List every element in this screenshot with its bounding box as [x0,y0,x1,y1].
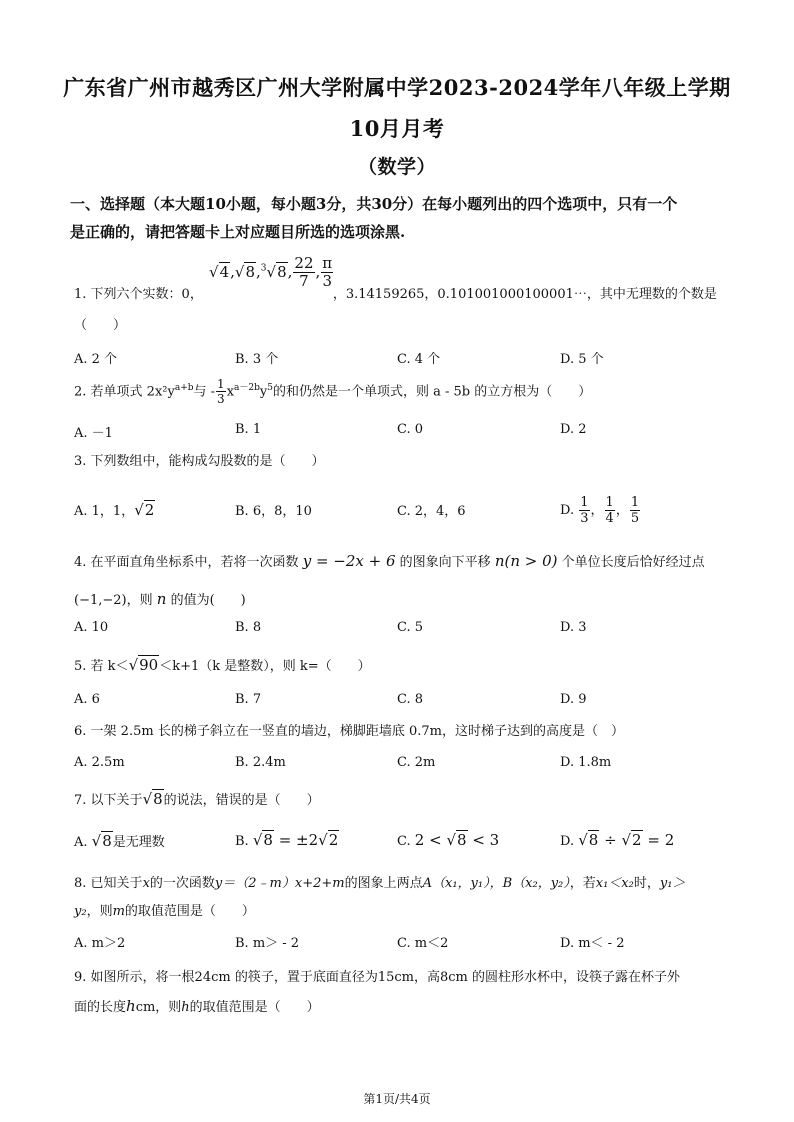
q7-option-a[interactable]: A. √8是无理数 [74,832,165,850]
q7-option-b[interactable]: B. √8 = ±2√2 [235,831,339,849]
q8-option-b[interactable]: B. m＞ - 2 [235,936,300,951]
q1-option-b[interactable]: B. 3 个 [235,352,279,367]
question-4: 4. 在平面直角坐标系中，若将一次函数 y = −2x + 6 的图象向下平移 n(n > 0) 个单位长度后恰好经过点 (−1,−2)，则 n 的值为( ) [74,552,705,608]
q1-option-d[interactable]: D. 5 个 [560,352,604,367]
q2-option-d[interactable]: D. 2 [560,422,587,437]
q1-stem: 1. 下列六个实数：0， ，3.14159265，0.101001000100001⋯，其中无理数的个数是 [74,287,717,302]
q3-option-b[interactable]: B. 6，8，10 [235,504,312,519]
q4-option-b[interactable]: B. 8 [235,620,262,635]
q5-option-b[interactable]: B. 7 [235,692,262,707]
q7-option-d[interactable]: D. √8 ÷ √2 = 2 [560,831,675,849]
exam-title-line1: 广东省广州市越秀区广州大学附属中学2023-2024学年八年级上学期 [63,75,731,100]
q5-option-d[interactable]: D. 9 [560,692,587,707]
q3-option-d[interactable]: D. $\frac{1}{3}$ ， $\frac{1}{4}$ ， $\frac{1}{5}$ [560,495,640,526]
q5-option-c[interactable]: C. 8 [397,692,424,707]
q4-option-a[interactable]: A. 10 [74,620,109,635]
q8-option-a[interactable]: A. m＞2 [74,936,126,951]
question-6: 6. 一架 2.5m 长的梯子斜立在一竖直的墙边，梯脚距墙底 0.7m，这时梯子达到的高度是（ ） [74,724,624,739]
q4-option-d[interactable]: D. 3 [560,620,587,635]
q1-options [74,348,734,370]
q6-option-b[interactable]: B. 2.4m [235,755,286,770]
q6-options [74,755,734,777]
question-7: 7. 以下关于√8的说法，错误的是（ ） [74,790,320,808]
q1-option-c[interactable]: C. 4 个 [397,352,441,367]
q1-option-a[interactable]: A. 2 个 [74,352,118,367]
q2-option-b[interactable]: B. 1 [235,422,262,437]
q8-options [74,932,734,954]
q6-option-c[interactable]: C. 2m [397,755,436,770]
exam-subject: （数学） [357,156,436,178]
q5-options [74,692,734,714]
q7-option-c[interactable]: C. 2 < √8 < 3 [397,831,500,849]
q7-options [74,831,734,853]
question-5: 5. 若 k＜√90＜k+1（k 是整数），则 k=（ ） [74,656,371,674]
q3-option-a[interactable]: A. 1，1，√2 [74,501,155,519]
q2-option-c[interactable]: C. 0 [397,422,424,437]
q5-option-a[interactable]: A. 6 [74,692,100,707]
q1-bracket: （ ） [74,318,127,333]
question-8: 8. 已知关于x的一次函数y＝（2﹣m）x+2+m的图象上两点A（x₁，y₁），B（x₂，y₂），若x₁＜x₂时，y₁＞ y₂，则m的取值范围是（ ） [74,876,686,919]
q2-options [74,422,734,444]
section-heading-line2: 是正确的，请把答题卡上对应题目所选的选项涂黑. [70,223,406,241]
q8-option-d[interactable]: D. m＜ - 2 [560,936,625,951]
exam-title-line2: 10月月考 [349,116,445,141]
q2-option-a[interactable]: A. －1 [74,426,113,441]
question-2: 2. 若单项式 $2x^2y^{a+b}$与 - $\frac{1}{3}$ $x^{a-2b}y^5$的和仍然是一个单项式，则 a - 5b 的立方根为（ ） [74,377,592,407]
page-footer: 第1页/共4页 [363,1092,431,1106]
q1-expression: √4,√8,$^3$√8, $\frac{22}{7}$ , $\frac{\pi}{3}$ [209,254,333,290]
question-3: 3. 下列数组中，能构成勾股数的是（ ） [74,454,325,469]
q4-options [74,620,734,642]
section-heading-line1: 一、选择题（本大题10小题，每小题3分，共30分）在每小题列出的四个选项中，只有一个 [70,195,678,213]
q8-option-c[interactable]: C. m＜2 [397,936,449,951]
q6-option-a[interactable]: A. 2.5m [74,755,125,770]
q3-options [74,496,734,532]
q4-option-c[interactable]: C. 5 [397,620,424,635]
q6-option-d[interactable]: D. 1.8m [560,755,612,770]
section-heading [70,190,730,246]
q3-option-c[interactable]: C. 2，4，6 [397,504,466,519]
question-9: 9. 如图所示，将一根24cm 的筷子，置于底面直径为15cm，高8cm 的圆柱形水杯中，设筷子露在杯子外 面的长度hcm，则h的取值范围是（ ） [74,970,680,1015]
